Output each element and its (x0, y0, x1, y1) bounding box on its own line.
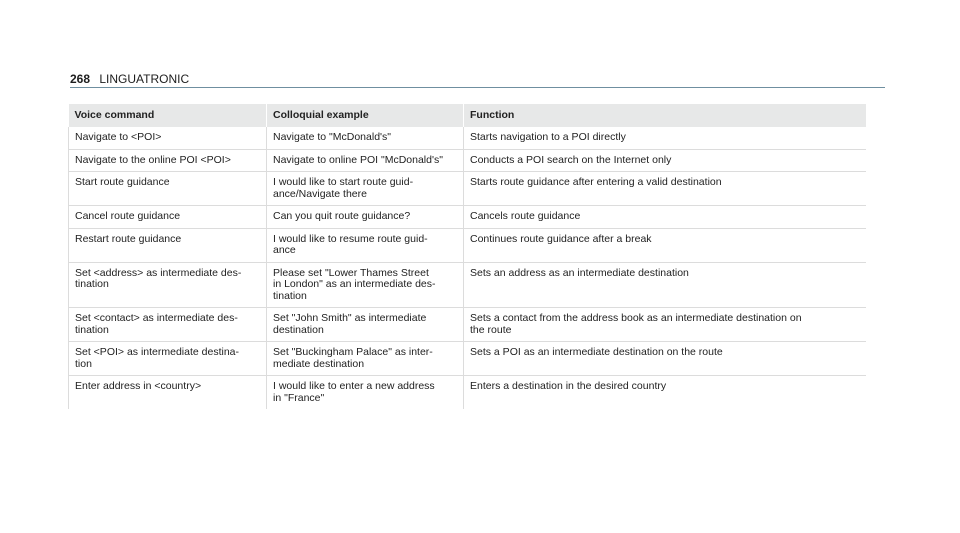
table-row (69, 308, 866, 342)
colloquial-example-cell: Please set "Lower Thames Street in London" as an intermediate des- tination (267, 262, 464, 308)
function-cell: Sets a contact from the address book as an intermediate destination on the route (464, 308, 866, 342)
voice-command-cell: Navigate to the online POI <POI> (69, 149, 267, 172)
page-number: 268 (70, 72, 91, 86)
function-cell: Cancels route guidance (464, 206, 866, 229)
function-cell: Continues route guidance after a break (464, 228, 866, 262)
column-header-voice-command: Voice command (69, 104, 267, 127)
table-row (69, 127, 866, 149)
voice-command-cell: Cancel route guidance (69, 206, 267, 229)
function-cell: Enters a destination in the desired country (464, 376, 866, 410)
colloquial-example-cell: I would like to start route guid- ance/Navigate there (267, 172, 464, 206)
table-row (69, 172, 866, 206)
voice-command-cell: Set <address> as intermediate des- tination (69, 262, 267, 308)
colloquial-example-cell: Set "Buckingham Palace" as inter- mediate destination (267, 342, 464, 376)
colloquial-example-cell: Navigate to online POI "McDonald's" (267, 149, 464, 172)
column-header-function: Function (464, 104, 866, 127)
function-cell: Sets an address as an intermediate destination (464, 262, 866, 308)
table-row (69, 228, 866, 262)
column-header-colloquial-example: Colloquial example (267, 104, 464, 127)
voice-command-cell: Restart route guidance (69, 228, 267, 262)
colloquial-example-cell: I would like to resume route guid- ance (267, 228, 464, 262)
voice-command-cell: Set <POI> as intermediate destina- tion (69, 342, 267, 376)
voice-command-cell: Start route guidance (69, 172, 267, 206)
header-divider (70, 87, 885, 88)
table-row (69, 206, 866, 229)
page-header (70, 72, 189, 86)
voice-command-cell: Enter address in <country> (69, 376, 267, 410)
colloquial-example-cell: Can you quit route guidance? (267, 206, 464, 229)
table-row (69, 342, 866, 376)
colloquial-example-cell: I would like to enter a new address in "France" (267, 376, 464, 410)
table-header-row (69, 104, 866, 127)
section-title: LINGUATRONIC (99, 72, 190, 86)
table-row (69, 376, 866, 410)
function-cell: Conducts a POI search on the Internet only (464, 149, 866, 172)
colloquial-example-cell: Set "John Smith" as intermediate destination (267, 308, 464, 342)
voice-command-cell: Set <contact> as intermediate des- tination (69, 308, 267, 342)
table-row (69, 149, 866, 172)
function-cell: Starts route guidance after entering a valid destination (464, 172, 866, 206)
voice-command-table (68, 104, 866, 409)
voice-command-cell: Navigate to <POI> (69, 127, 267, 149)
function-cell: Starts navigation to a POI directly (464, 127, 866, 149)
colloquial-example-cell: Navigate to "McDonald's" (267, 127, 464, 149)
table-row (69, 262, 866, 308)
function-cell: Sets a POI as an intermediate destination on the route (464, 342, 866, 376)
